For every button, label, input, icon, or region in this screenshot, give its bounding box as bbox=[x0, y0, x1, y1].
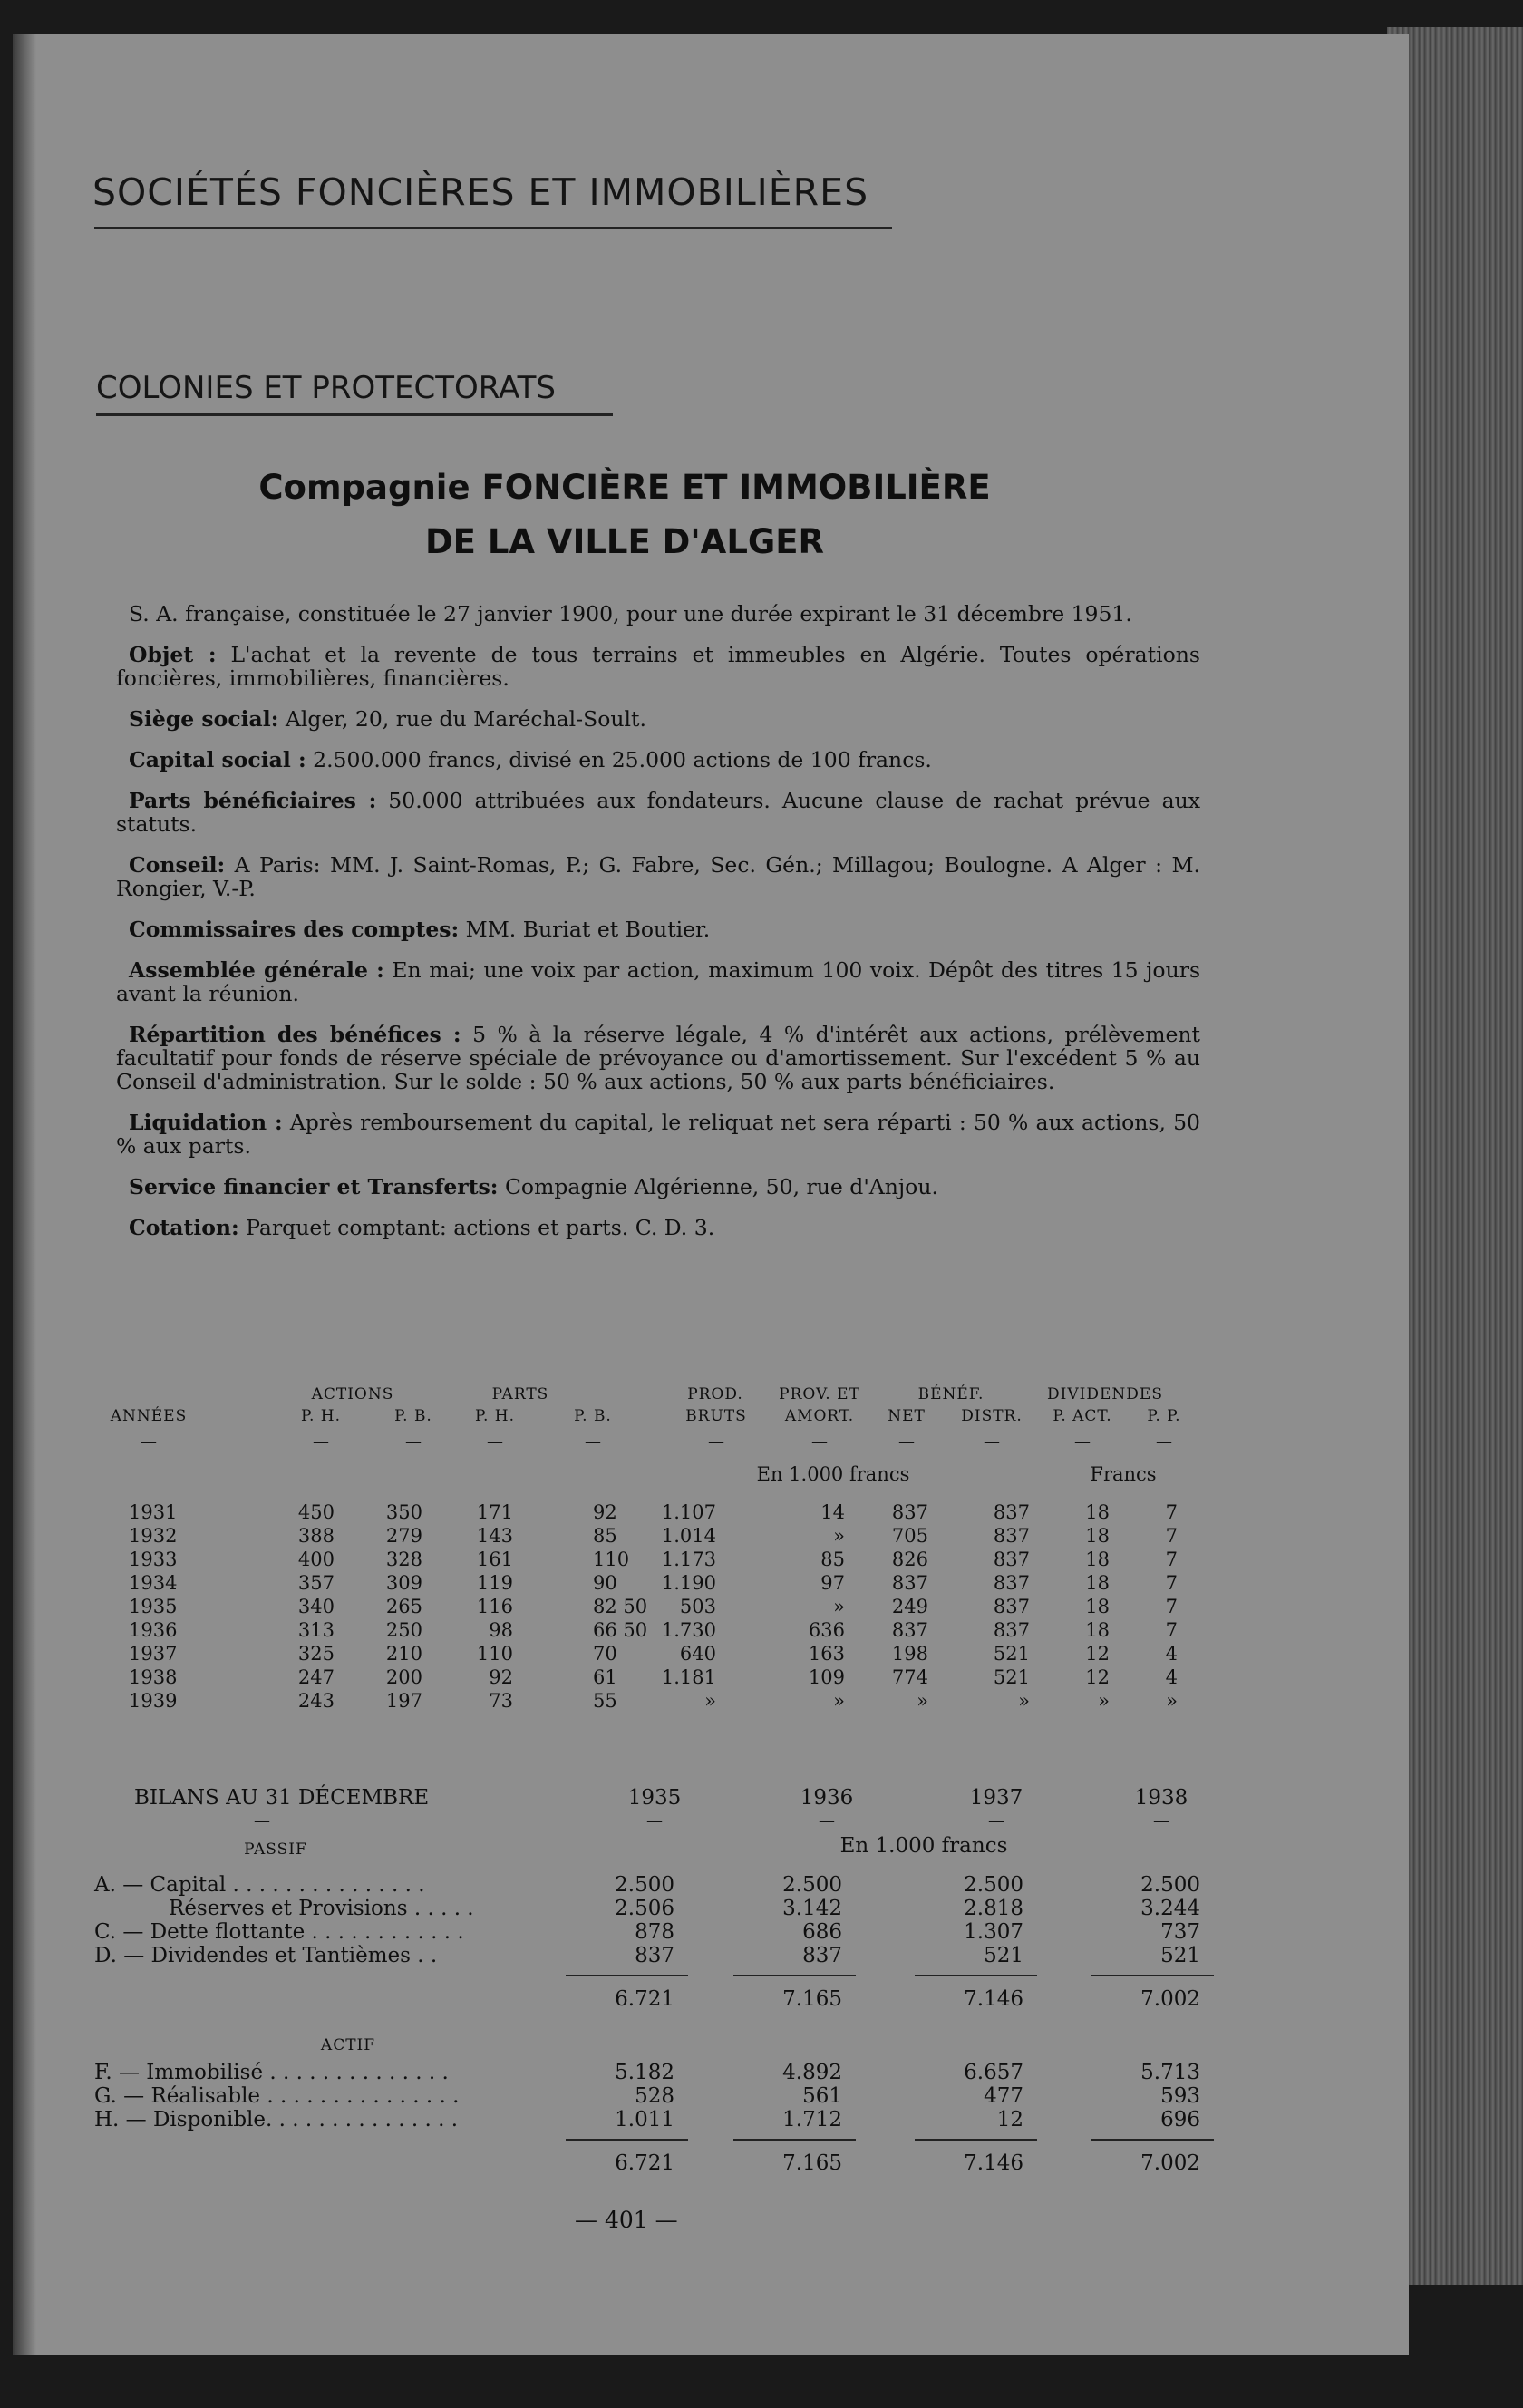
paragraph-label: Commissaires des comptes: bbox=[129, 917, 460, 942]
year-dash: — bbox=[988, 1811, 1004, 1830]
table-cell: 1.730 bbox=[661, 1619, 716, 1641]
actif-value: 696 bbox=[1160, 2108, 1200, 2131]
paragraph-label: Siège social: bbox=[129, 706, 279, 732]
paragraph-label: Répartition des bénéfices : bbox=[129, 1022, 461, 1047]
group-header: PROV. ET bbox=[779, 1385, 860, 1403]
table-cell: 109 bbox=[808, 1666, 845, 1688]
table-cell: 18 bbox=[1085, 1549, 1110, 1570]
table-cell: » bbox=[833, 1525, 845, 1547]
passif-value: 2.506 bbox=[615, 1897, 674, 1920]
year-dash: — bbox=[646, 1811, 663, 1830]
total-rule bbox=[733, 1975, 856, 1976]
paragraph-text: L'achat et la revente de tous terrains et immeubles en Algérie. Toutes opérations foncières, immobilières, financières. bbox=[116, 642, 1200, 691]
paragraph-label: Service financier et Transferts: bbox=[129, 1174, 499, 1199]
table-cell: » bbox=[1098, 1690, 1110, 1712]
actif-value: 1.011 bbox=[615, 2108, 674, 2131]
balance-year: 1936 bbox=[800, 1786, 854, 1810]
company-name bbox=[194, 461, 1055, 569]
actif-value: 4.892 bbox=[782, 2061, 842, 2084]
table-cell: » bbox=[1018, 1690, 1030, 1712]
column-dash: — bbox=[811, 1432, 828, 1452]
paragraph-text: Après remboursement du capital, le reliquat net sera réparti : 50 % aux actions, 50 % aux parts. bbox=[116, 1110, 1200, 1159]
total-rule bbox=[733, 2139, 856, 2141]
table-cell: 774 bbox=[891, 1666, 928, 1688]
company-name-line2: DE LA VILLE D'ALGER bbox=[424, 522, 825, 561]
paragraph-label: Assemblée générale : bbox=[129, 957, 384, 983]
actif-value: 528 bbox=[635, 2084, 674, 2108]
table-cell: 171 bbox=[476, 1501, 513, 1523]
passif-value: 521 bbox=[1160, 1944, 1200, 1967]
passif-value: 1.307 bbox=[964, 1920, 1023, 1944]
row-year: 1938 bbox=[129, 1666, 178, 1688]
section-title-rule bbox=[94, 227, 892, 229]
column-dash: — bbox=[585, 1432, 601, 1452]
total-rule bbox=[566, 1975, 688, 1976]
table-cell: » bbox=[1166, 1690, 1178, 1712]
column-dash: — bbox=[405, 1432, 422, 1452]
column-header: P. ACT. bbox=[1053, 1407, 1112, 1425]
passif-total: 7.146 bbox=[964, 1987, 1023, 2011]
year-dash: — bbox=[1153, 1811, 1169, 1830]
paragraph-label: Capital social : bbox=[129, 747, 306, 772]
balance-unit: En 1.000 francs bbox=[839, 1834, 1008, 1858]
table-cell: 357 bbox=[297, 1572, 335, 1594]
table-cell: 1.173 bbox=[661, 1549, 716, 1570]
table-cell: 98 bbox=[489, 1619, 513, 1641]
passif-row-label: D. — Dividendes et Tantièmes . . bbox=[94, 1944, 438, 1967]
column-dash: — bbox=[487, 1432, 503, 1452]
table-cell: 70 bbox=[593, 1643, 617, 1665]
passif-row-label: C. — Dette flottante . . . . . . . . . . . . bbox=[94, 1920, 464, 1944]
paragraph-label: Parts bénéficiaires : bbox=[129, 788, 377, 813]
actif-value: 6.657 bbox=[964, 2061, 1023, 2084]
table-cell: 92 bbox=[593, 1501, 617, 1523]
column-header: ANNÉES bbox=[110, 1407, 188, 1425]
paragraph bbox=[116, 1216, 1200, 1239]
table-cell: 90 bbox=[593, 1572, 617, 1594]
table-cell: 4 bbox=[1165, 1666, 1178, 1688]
table-cell: 328 bbox=[385, 1549, 422, 1570]
table-cell: 249 bbox=[891, 1596, 928, 1617]
paragraph bbox=[116, 602, 1200, 626]
passif-value: 2.500 bbox=[782, 1873, 842, 1897]
table-cell: 110 bbox=[593, 1549, 630, 1570]
table-cell: 18 bbox=[1085, 1501, 1110, 1523]
table-cell: 636 bbox=[808, 1619, 845, 1641]
actif-total: 7.002 bbox=[1140, 2151, 1200, 2175]
table-cell: 116 bbox=[476, 1596, 513, 1617]
table-cell: 837 bbox=[891, 1572, 928, 1594]
table-cell: 12 bbox=[1085, 1666, 1110, 1688]
column-header: P. H. bbox=[474, 1407, 516, 1425]
group-header: PARTS bbox=[491, 1385, 549, 1403]
book-page bbox=[13, 34, 1409, 2355]
year-dash: — bbox=[819, 1811, 835, 1830]
paragraph-label: Cotation: bbox=[129, 1215, 239, 1240]
row-year: 1935 bbox=[129, 1596, 178, 1617]
table-cell: 197 bbox=[385, 1690, 422, 1712]
passif-row-label: A. — Capital . . . . . . . . . . . . . . . bbox=[94, 1873, 425, 1897]
passif-value: 2.500 bbox=[615, 1873, 674, 1897]
table-cell: 350 bbox=[385, 1501, 422, 1523]
table-cell: 1.181 bbox=[661, 1666, 716, 1688]
table-cell: 279 bbox=[385, 1525, 422, 1547]
table-cell: 7 bbox=[1165, 1501, 1178, 1523]
passif-value: 878 bbox=[635, 1920, 674, 1944]
paragraph-text: 5 % à la réserve légale, 4 % d'intérêt aux actions, prélèvement facultatif pour fonds de réserve spéciale de prévoyance ou d'amortissement. Sur l'excédent 5 % au Conseil d'administration. Sur le solde : 50 % aux actions, 50 % aux parts bénéficiaires. bbox=[116, 1022, 1200, 1094]
table-cell: 250 bbox=[385, 1619, 422, 1641]
title-dash: — bbox=[254, 1811, 270, 1830]
section-title: SOCIÉTÉS FONCIÈRES ET IMMOBILIÈRES bbox=[92, 170, 869, 214]
column-header: P. H. bbox=[300, 1407, 342, 1425]
table-cell: 7 bbox=[1165, 1572, 1178, 1594]
paragraph-text: Compagnie Algérienne, 50, rue d'Anjou. bbox=[504, 1174, 938, 1199]
table-cell: 110 bbox=[476, 1643, 513, 1665]
paragraph-text: Alger, 20, rue du Maréchal-Soult. bbox=[285, 706, 646, 732]
balance-title: BILANS AU 31 DÉCEMBRE bbox=[134, 1786, 430, 1810]
table-cell: 18 bbox=[1085, 1619, 1110, 1641]
passif-value: 837 bbox=[802, 1944, 842, 1967]
table-cell: 388 bbox=[297, 1525, 335, 1547]
table-cell: 143 bbox=[476, 1525, 513, 1547]
table-cell: 521 bbox=[993, 1666, 1030, 1688]
subsection-title: COLONIES ET PROTECTORATS bbox=[96, 370, 557, 406]
table-cell: 7 bbox=[1165, 1619, 1178, 1641]
row-year: 1936 bbox=[129, 1619, 178, 1641]
paragraph bbox=[116, 958, 1200, 1005]
table-cell: 18 bbox=[1085, 1525, 1110, 1547]
table-cell: 309 bbox=[385, 1572, 422, 1594]
table-cell: 119 bbox=[476, 1572, 513, 1594]
table-cell: 1.014 bbox=[661, 1525, 716, 1547]
column-header: BRUTS bbox=[685, 1407, 747, 1425]
actif-value: 1.712 bbox=[782, 2108, 842, 2131]
table-cell: 18 bbox=[1085, 1572, 1110, 1594]
balance-year: 1937 bbox=[969, 1786, 1023, 1810]
table-cell: 837 bbox=[993, 1525, 1030, 1547]
table-cell: 73 bbox=[489, 1690, 513, 1712]
table-cell: 340 bbox=[297, 1596, 335, 1617]
unit-thousands: En 1.000 francs bbox=[756, 1463, 910, 1485]
passif-row-label: Réserves et Provisions . . . . . bbox=[169, 1897, 474, 1920]
total-rule bbox=[915, 2139, 1037, 2141]
table-cell: 14 bbox=[820, 1501, 845, 1523]
group-header: PROD. bbox=[687, 1385, 743, 1403]
paragraph-text: S. A. française, constituée le 27 janvier 1900, pour une durée expirant le 31 décembre 1951. bbox=[129, 601, 1132, 626]
actif-total: 6.721 bbox=[615, 2151, 674, 2175]
paragraph bbox=[116, 918, 1200, 941]
actif-total: 7.146 bbox=[964, 2151, 1023, 2175]
balance-year: 1935 bbox=[627, 1786, 682, 1810]
gutter-shadow bbox=[13, 34, 36, 2355]
passif-total: 7.165 bbox=[782, 1987, 842, 2011]
paragraph bbox=[116, 643, 1200, 690]
paragraph bbox=[116, 707, 1200, 731]
total-rule bbox=[915, 1975, 1037, 1976]
row-year: 1937 bbox=[129, 1643, 178, 1665]
table-cell: 1.190 bbox=[661, 1572, 716, 1594]
paragraph-label: Liquidation : bbox=[129, 1110, 283, 1135]
paragraph-label: Objet : bbox=[129, 642, 217, 667]
column-dash: — bbox=[1074, 1432, 1091, 1452]
group-header: BÉNÉF. bbox=[917, 1385, 985, 1403]
actif-value: 5.713 bbox=[1140, 2061, 1200, 2084]
company-name-line1: Compagnie FONCIÈRE ET IMMOBILIÈRE bbox=[258, 468, 991, 507]
table-cell: 837 bbox=[993, 1619, 1030, 1641]
column-dash: — bbox=[141, 1432, 157, 1452]
actif-value: 561 bbox=[802, 2084, 842, 2108]
table-cell: 837 bbox=[993, 1596, 1030, 1617]
table-cell: 705 bbox=[891, 1525, 928, 1547]
page-number: — 401 — bbox=[575, 2207, 678, 2233]
table-cell: 325 bbox=[297, 1643, 335, 1665]
table-cell: 640 bbox=[679, 1643, 716, 1665]
passif-value: 2.818 bbox=[964, 1897, 1023, 1920]
column-header: P. P. bbox=[1147, 1407, 1181, 1425]
actif-value: 12 bbox=[996, 2108, 1023, 2131]
table-cell: 837 bbox=[993, 1501, 1030, 1523]
paragraph bbox=[116, 748, 1200, 772]
paragraph-text: A Paris: MM. J. Saint-Romas, P.; G. Fabre, Sec. Gén.; Millagou; Boulogne. A Alger : M. Rongier, V.-P. bbox=[116, 852, 1200, 901]
table-cell: » bbox=[833, 1596, 845, 1617]
table-cell: 265 bbox=[385, 1596, 422, 1617]
column-header: NET bbox=[888, 1407, 926, 1425]
table-cell: » bbox=[917, 1690, 928, 1712]
table-cell: 12 bbox=[1085, 1643, 1110, 1665]
subsection-title-rule bbox=[96, 413, 613, 416]
passif-value: 837 bbox=[635, 1944, 674, 1967]
column-header: P. B. bbox=[574, 1407, 612, 1425]
row-year: 1933 bbox=[129, 1549, 178, 1570]
table-cell: 4 bbox=[1165, 1643, 1178, 1665]
table-cell: 18 bbox=[1085, 1596, 1110, 1617]
row-year: 1932 bbox=[129, 1525, 178, 1547]
paragraph bbox=[116, 1175, 1200, 1199]
table-cell: 503 bbox=[679, 1596, 716, 1617]
total-rule bbox=[1091, 2139, 1214, 2141]
table-cell: 92 bbox=[489, 1666, 513, 1688]
table-cell: 66 50 bbox=[593, 1619, 648, 1641]
table-cell: 243 bbox=[297, 1690, 335, 1712]
paragraph bbox=[116, 1023, 1200, 1093]
passif-value: 686 bbox=[802, 1920, 842, 1944]
table-cell: 400 bbox=[297, 1549, 335, 1570]
actif-label: ACTIF bbox=[320, 2036, 376, 2054]
table-cell: 7 bbox=[1165, 1525, 1178, 1547]
column-dash: — bbox=[898, 1432, 915, 1452]
total-rule bbox=[1091, 1975, 1214, 1976]
table-cell: 521 bbox=[993, 1643, 1030, 1665]
passif-label: PASSIF bbox=[244, 1840, 307, 1859]
row-year: 1931 bbox=[129, 1501, 178, 1523]
column-dash: — bbox=[313, 1432, 329, 1452]
actif-value: 593 bbox=[1160, 2084, 1200, 2108]
table-cell: 450 bbox=[297, 1501, 335, 1523]
group-header: DIVIDENDES bbox=[1047, 1385, 1163, 1403]
column-header: DISTR. bbox=[961, 1407, 1023, 1425]
table-cell: 210 bbox=[385, 1643, 422, 1665]
table-cell: 837 bbox=[891, 1619, 928, 1641]
passif-value: 521 bbox=[984, 1944, 1023, 1967]
column-dash: — bbox=[708, 1432, 724, 1452]
passif-value: 2.500 bbox=[1140, 1873, 1200, 1897]
table-cell: 837 bbox=[993, 1572, 1030, 1594]
paragraph-text: En mai; une voix par action, maximum 100 voix. Dépôt des titres 15 jours avant la réunion. bbox=[116, 957, 1200, 1006]
table-cell: 7 bbox=[1165, 1596, 1178, 1617]
passif-value: 3.244 bbox=[1140, 1897, 1200, 1920]
column-dash: — bbox=[984, 1432, 1000, 1452]
table-cell: 85 bbox=[593, 1525, 617, 1547]
column-header: P. B. bbox=[394, 1407, 432, 1425]
table-cell: 313 bbox=[297, 1619, 335, 1641]
paragraph bbox=[116, 1111, 1200, 1158]
row-year: 1939 bbox=[129, 1690, 178, 1712]
table-cell: 837 bbox=[993, 1549, 1030, 1570]
column-header: AMORT. bbox=[784, 1407, 855, 1425]
paragraph-text: MM. Buriat et Boutier. bbox=[465, 917, 711, 942]
table-cell: 7 bbox=[1165, 1549, 1178, 1570]
table-cell: 85 bbox=[820, 1549, 845, 1570]
unit-francs: Francs bbox=[1090, 1463, 1157, 1485]
passif-total: 6.721 bbox=[615, 1987, 674, 2011]
paragraph-text: Parquet comptant: actions et parts. C. D. 3. bbox=[246, 1215, 715, 1240]
table-cell: 82 50 bbox=[593, 1596, 648, 1617]
group-header: ACTIONS bbox=[311, 1385, 394, 1403]
paragraph-text: 50.000 attribuées aux fondateurs. Aucune clause de rachat prévue aux statuts. bbox=[116, 788, 1200, 837]
row-year: 1934 bbox=[129, 1572, 178, 1594]
passif-value: 2.500 bbox=[964, 1873, 1023, 1897]
paragraph-text: 2.500.000 francs, divisé en 25.000 actions de 100 francs. bbox=[313, 747, 932, 772]
paragraph bbox=[116, 853, 1200, 900]
table-cell: 161 bbox=[476, 1549, 513, 1570]
table-cell: 200 bbox=[385, 1666, 422, 1688]
table-cell: » bbox=[704, 1690, 716, 1712]
total-rule bbox=[566, 2139, 688, 2141]
paragraph-label: Conseil: bbox=[129, 852, 226, 878]
table-cell: 247 bbox=[297, 1666, 335, 1688]
column-dash: — bbox=[1156, 1432, 1172, 1452]
actif-value: 477 bbox=[984, 2084, 1023, 2108]
company-description bbox=[116, 602, 1200, 1257]
table-cell: 826 bbox=[891, 1549, 928, 1570]
table-cell: 163 bbox=[808, 1643, 845, 1665]
passif-value: 737 bbox=[1160, 1920, 1200, 1944]
table-cell: 198 bbox=[891, 1643, 928, 1665]
table-cell: 97 bbox=[820, 1572, 845, 1594]
table-cell: 837 bbox=[891, 1501, 928, 1523]
passif-value: 3.142 bbox=[782, 1897, 842, 1920]
table-cell: 55 bbox=[593, 1690, 617, 1712]
actif-value: 5.182 bbox=[615, 2061, 674, 2084]
actif-row-label: G. — Réalisable . . . . . . . . . . . . . . . bbox=[94, 2084, 460, 2108]
actif-total: 7.165 bbox=[782, 2151, 842, 2175]
passif-total: 7.002 bbox=[1140, 1987, 1200, 2011]
paragraph bbox=[116, 789, 1200, 836]
balance-year: 1938 bbox=[1134, 1786, 1188, 1810]
table-cell: 1.107 bbox=[661, 1501, 716, 1523]
table-cell: » bbox=[833, 1690, 845, 1712]
table-cell: 61 bbox=[593, 1666, 617, 1688]
actif-row-label: F. — Immobilisé . . . . . . . . . . . . . . bbox=[94, 2061, 449, 2084]
actif-row-label: H. — Disponible. . . . . . . . . . . . . . . bbox=[94, 2108, 459, 2131]
